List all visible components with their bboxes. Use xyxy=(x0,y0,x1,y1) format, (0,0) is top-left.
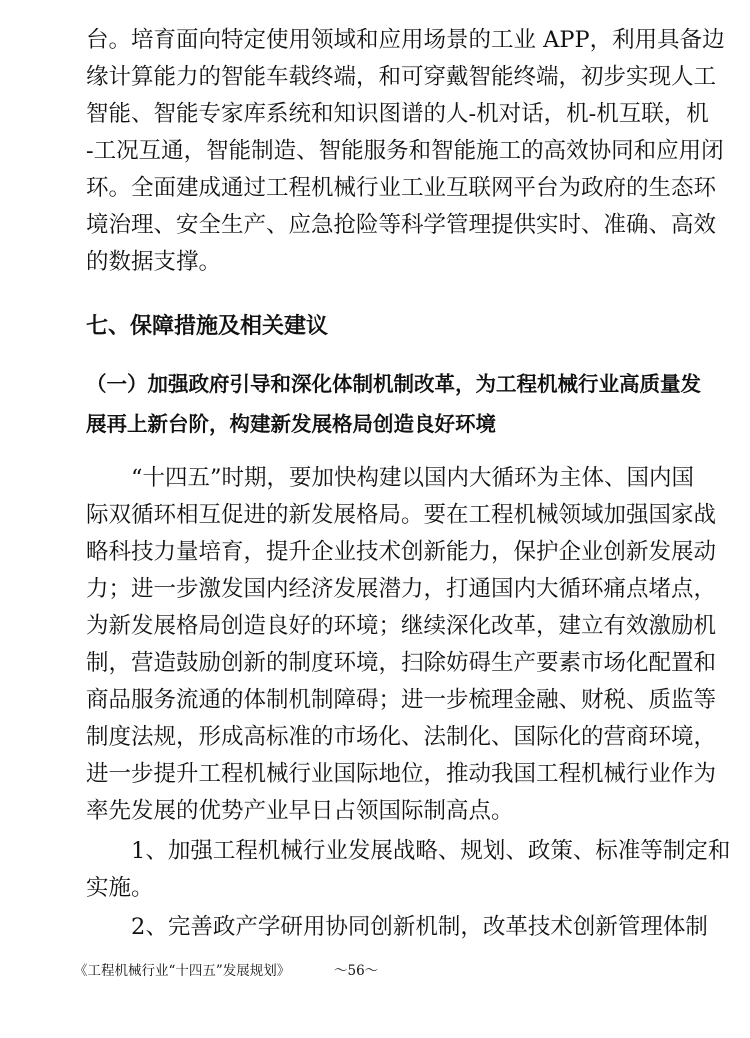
text-line: 智能、智能专家库系统和知识图谱的人-机对话，机-机互联，机 xyxy=(86,101,709,127)
section-heading: 七、保障措施及相关建议 xyxy=(86,314,329,339)
text-line: 率先发展的优势产业早日占领国际制高点。 xyxy=(86,798,514,824)
text-line: 略科技力量培育，提升企业技术创新能力，保护企业创新发展动 xyxy=(86,539,717,565)
subsection-heading-line: 展再上新台阶，构建新发展格局创造良好环境 xyxy=(86,412,496,436)
text-line: 的数据支撑。 xyxy=(86,249,222,275)
text-line: 1、加强工程机械行业发展战略、规划、政策、标准等制定和 xyxy=(131,838,731,864)
text-line: 环。全面建成通过工程机械行业工业互联网平台为政府的生态环 xyxy=(86,175,717,201)
text-line: 进一步提升工程机械行业国际地位，推动我国工程机械行业作为 xyxy=(86,761,717,787)
text-line: 缘计算能力的智能车载终端，和可穿戴智能终端，初步实现人工 xyxy=(86,64,717,90)
text-line: 制度法规，形成高标准的市场化、法制化、国际化的营商环境， xyxy=(86,724,717,750)
text-line: 台。培育面向特定使用领域和应用场景的工业 APP，利用具备边 xyxy=(86,27,725,53)
text-line: 商品服务流通的体制机制障碍；进一步梳理金融、财税、质监等 xyxy=(86,687,717,713)
text-line: 境治理、安全生产、应急抢险等科学管理提供实时、准确、高效 xyxy=(86,212,717,238)
text-line: 实施。 xyxy=(86,875,154,901)
text-line: 为新发展格局创造良好的环境；继续深化改革，建立有效激励机 xyxy=(86,613,717,639)
text-line: 制，营造鼓励创新的制度环境，扫除妨碍生产要素市场化配置和 xyxy=(86,650,717,676)
footer-title: 《工程机械行业“十四五”发展规划》 xyxy=(74,963,291,979)
text-line: 2、完善政产学研用协同创新机制，改革技术创新管理体制 xyxy=(131,914,708,940)
text-line: “十四五”时期，要加快构建以国内大循环为主体、国内国 xyxy=(131,465,695,491)
text-line: 际双循环相互促进的新发展格局。要在工程机械领域加强国家战 xyxy=(86,502,717,528)
subsection-heading-line: （一）加强政府引导和深化体制机制改革，为工程机械行业高质量发 xyxy=(86,372,701,396)
text-line: 力；进一步激发国内经济发展潜力，打通国内大循环痛点堵点， xyxy=(86,576,717,602)
page-number: ～56～ xyxy=(334,963,379,979)
text-line: -工况互通，智能制造、智能服务和智能施工的高效协同和应用闭 xyxy=(86,138,724,164)
